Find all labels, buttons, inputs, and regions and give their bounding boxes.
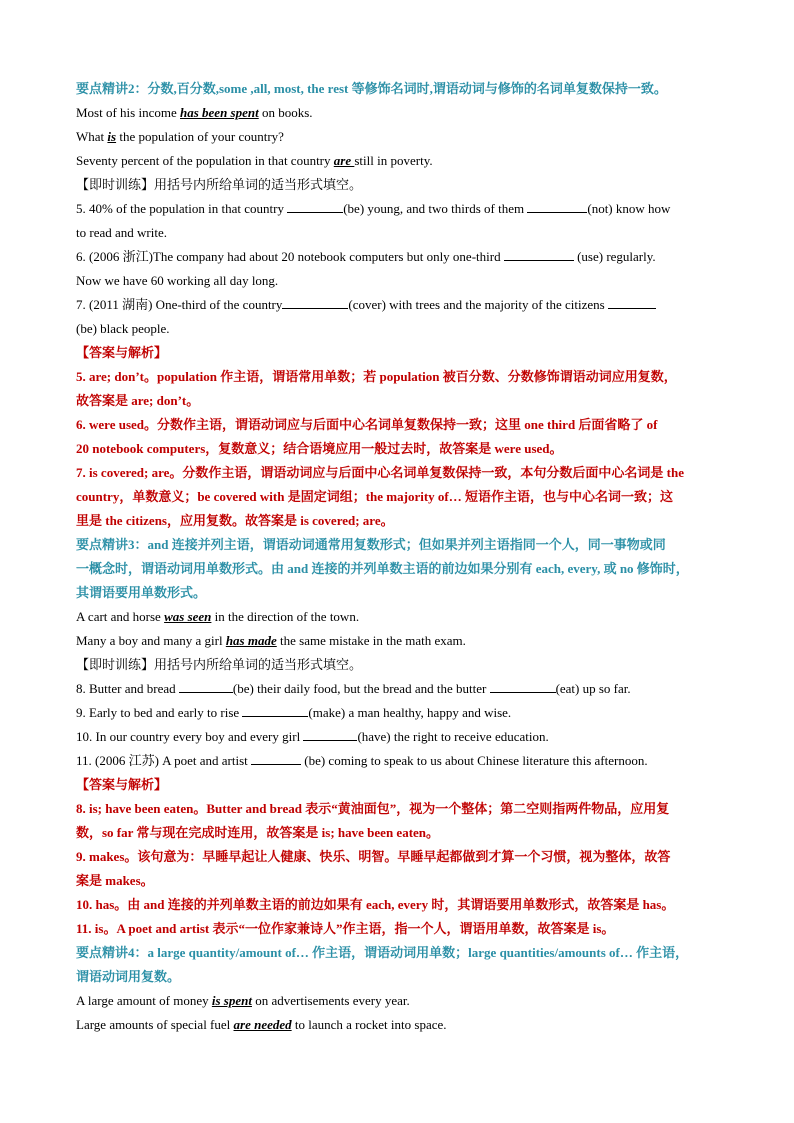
document-page: [76, 77, 720, 1037]
drill-heading: 【即时训练】用括号内所给单词的适当形式填空。: [76, 177, 363, 192]
answer-5: 5. are; don’t。population 作主语，谓语常用单数；若 population 被百分数、分数修饰谓语动词应用复数，: [76, 369, 677, 384]
answer-7: 7. is covered; are。分数作主语，谓语动词应与后面中心名词单复数保持一致，本句分数后面中心名词是 the: [76, 465, 684, 480]
drill-heading: 【即时训练】用括号内所给单词的适当形式填空。: [76, 657, 363, 672]
answer-8-cont: 数，so far 常与现在完成时连用，故答案是 is; have been eaten。: [76, 825, 440, 840]
question-10: 10. In our country every boy and every girl (have) the right to receive education.: [76, 729, 549, 744]
section-heading-4: 要点精讲4：a large quantity/amount of… 作主语，谓语动词用单数；large quantities/amounts of… 作主语，: [76, 945, 689, 960]
section-heading-3: 要点精讲3：and 连接并列主语，谓语动词通常用复数形式；但如果并列主语指同一个人，同一事物或同: [76, 537, 666, 552]
question-7-cont: (be) black people.: [76, 321, 170, 336]
answer-blank[interactable]: [303, 727, 357, 741]
answer-blank[interactable]: [242, 703, 308, 717]
question-8: 8. Butter and bread (be) their daily food, but the bread and the butter (eat) up so far.: [76, 681, 631, 696]
answer-blank[interactable]: [608, 295, 656, 309]
answer-11: 11. is。A poet and artist 表示“一位作家兼诗人”作主语，指一个人，谓语用单数，故答案是 is。: [76, 921, 615, 936]
question-5-cont: to read and write.: [76, 225, 167, 240]
answer-heading: 【答案与解析】: [76, 345, 168, 360]
answer-blank[interactable]: [287, 199, 343, 213]
example-sentence: Many a boy and many a girl has made the same mistake in the math exam.: [76, 633, 466, 648]
answer-heading: 【答案与解析】: [76, 777, 168, 792]
answer-blank[interactable]: [504, 247, 574, 261]
question-6-cont: Now we have 60 working all day long.: [76, 273, 279, 288]
example-sentence: Seventy percent of the population in that country are still in poverty.: [76, 153, 433, 168]
answer-9: 9. makes。该句意为：早睡早起让人健康、快乐、明智。早睡早起都做到才算一个习惯，视为整体，故答: [76, 849, 671, 864]
answer-5-cont: 故答案是 are; don’t。: [76, 393, 200, 408]
answer-9-cont: 案是 makes。: [76, 873, 154, 888]
answer-blank[interactable]: [179, 679, 233, 693]
question-7: 7. (2011 湖南) One-third of the country (cover) with trees and the majority of the citizens: [76, 293, 720, 317]
section-heading-4-cont: 谓语动词用复数。: [76, 969, 181, 984]
section-heading-3-cont2: 其谓语要用单数形式。: [76, 585, 207, 600]
answer-6: 6. were used。分数作主语，谓语动词应与后面中心名词单复数保持一致；这里 one third 后面省略了 of: [76, 417, 658, 432]
question-5: 5. 40% of the population in that country (be) young, and two thirds of them (not) know how: [76, 201, 671, 216]
example-sentence: A cart and horse was seen in the direction of the town.: [76, 609, 360, 624]
example-sentence: Most of his income has been spent on books.: [76, 105, 313, 120]
answer-7-cont2: 里是 the citizens，应用复数。故答案是 is covered; are。: [76, 513, 394, 528]
answer-7-cont: country，单数意义；be covered with 是固定词组；the majority of… 短语作主语，也与中心名词一致；这: [76, 489, 673, 504]
answer-blank[interactable]: [251, 751, 301, 765]
answer-10: 10. has。由 and 连接的并列单数主语的前边如果有 each, every 时，其谓语要用单数形式，故答案是 has。: [76, 897, 675, 912]
section-heading-3-cont: 一概念时，谓语动词用单数形式。由 and 连接的并列单数主语的前边如果分别有 each, every, 或 no 修饰时，: [76, 561, 689, 576]
answer-8: 8. is; have been eaten。Butter and bread 表示“黄油面包”，视为一个整体；第二空则指两件物品，应用复: [76, 801, 670, 816]
question-9: 9. Early to bed and early to rise (make) a man healthy, happy and wise.: [76, 705, 512, 720]
example-sentence: A large amount of money is spent on advertisements every year.: [76, 993, 410, 1008]
question-6: 6. (2006 浙江)The company had about 20 notebook computers but only one-third (use) regularly.: [76, 249, 656, 264]
answer-blank[interactable]: [527, 199, 587, 213]
question-11: 11. (2006 江苏) A poet and artist (be) coming to speak to us about Chinese literature this afternoon.: [76, 753, 648, 768]
answer-blank[interactable]: [282, 295, 348, 309]
section-heading-2: 要点精讲2：分数,百分数,some ,all, most, the rest 等修饰名词时,谓语动词与修饰的名词单复数保持一致。: [76, 81, 667, 96]
answer-blank[interactable]: [490, 679, 556, 693]
answer-6-cont: 20 notebook computers，复数意义；结合语境应用一般过去时，故答案是 were used。: [76, 441, 563, 456]
example-sentence: What is the population of your country?: [76, 129, 284, 144]
example-sentence: Large amounts of special fuel are needed to launch a rocket into space.: [76, 1017, 447, 1032]
